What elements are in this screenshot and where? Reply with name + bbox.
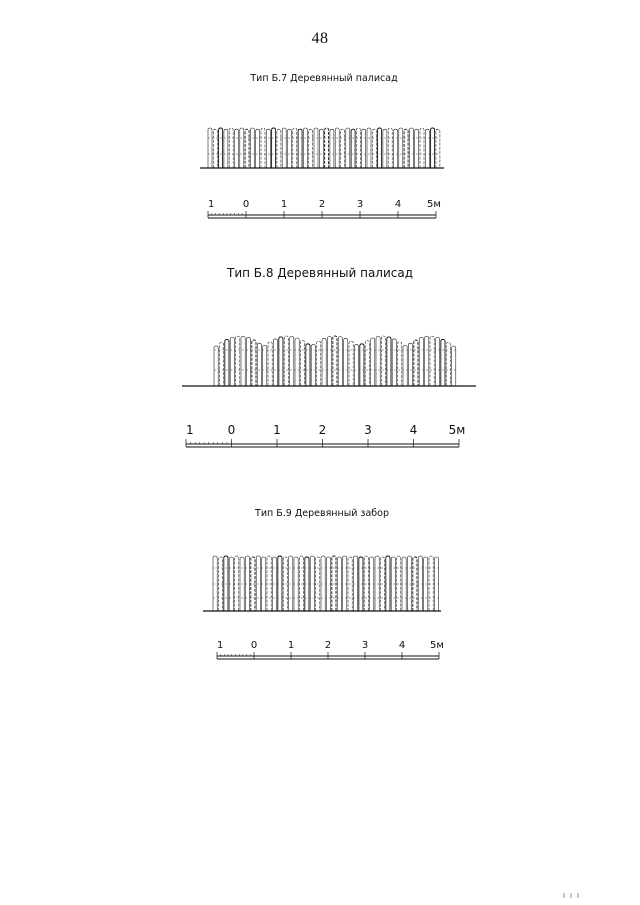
fence-b7-plank [293, 128, 297, 168]
fence-b8-plank [322, 338, 326, 386]
fence-b7-plank [235, 129, 239, 168]
fence-b7-plank [362, 129, 366, 168]
fence-b7-plank [341, 129, 345, 168]
fence-b9-plank [386, 556, 390, 611]
fence-b9-plank [310, 556, 314, 611]
fence-b8-plank [246, 338, 250, 386]
fence-b7-plank [219, 128, 223, 168]
fence-b8-plank [236, 336, 240, 386]
fence-b8-plank [354, 345, 358, 386]
scale-b9-label: 5м [430, 640, 444, 651]
fence-b9-plank [397, 556, 401, 611]
fence-b7-plank [404, 129, 408, 168]
fence-b8-plank [300, 341, 304, 386]
fence-b9-plank [213, 556, 217, 611]
scale-b7-label: 1 [280, 199, 288, 210]
fence-b8-plank [398, 342, 402, 386]
fence-b7-plank [224, 129, 228, 168]
scale-b9-label: 4 [398, 640, 406, 651]
fence-b8-plank [441, 339, 445, 386]
fence-b9-plank [353, 556, 357, 611]
fence-b8-plank [241, 336, 245, 386]
fence-b8-plank [317, 341, 321, 386]
fence-b7-plank [335, 128, 339, 168]
fence-b9-plank [375, 556, 379, 611]
scale-b9-label: 1 [217, 640, 224, 651]
scale-b9-label: 0 [250, 640, 258, 651]
fence-b8-plank [214, 346, 218, 386]
fence-b8-plank [387, 337, 391, 386]
fence-b8-plank [219, 343, 223, 386]
scale-bar-b8 [182, 420, 476, 456]
scale-b8-label: 2 [318, 423, 327, 437]
scale-b8-label: 3 [364, 423, 372, 437]
fence-b9-plank [278, 556, 282, 611]
fence-b8-plank [376, 336, 380, 386]
fence-b9-plank [418, 556, 422, 611]
fence-b7-plank [415, 129, 419, 168]
fence-b7-plank [303, 128, 307, 168]
scale-b7-label: 5м [427, 199, 441, 210]
fence-b7-plank [298, 129, 302, 168]
fence-b7-plank [388, 128, 392, 168]
fence-b7-plank [319, 129, 323, 168]
fence-b7-plank [351, 129, 355, 168]
fence-b7-plank [399, 128, 403, 168]
fence-b8-plank [273, 339, 277, 386]
fence-b7-plank [229, 128, 233, 168]
fence-b9-plank [245, 556, 249, 611]
fence-b9-plank [289, 556, 293, 611]
fence-b7-plank [409, 128, 413, 168]
fence-b7-plank [325, 128, 329, 168]
fence-b8-plank [446, 343, 450, 386]
fence-b7-plank [383, 129, 387, 168]
fence-b8-plank [381, 336, 385, 386]
fence-drawing-b9 [203, 550, 443, 614]
fence-b8-plank [268, 342, 272, 386]
fence-b7-plank [378, 128, 382, 168]
fence-b9-plank [267, 556, 271, 611]
scale-b7-label: 2 [318, 199, 326, 210]
fence-b9-plank [332, 556, 336, 611]
fence-b7-plank [245, 129, 249, 168]
fence-b7-plank [256, 129, 260, 168]
corner-marks [562, 892, 582, 900]
fence-b8-plank [452, 346, 456, 386]
scale-b7-label: 1 [208, 199, 215, 210]
fence-b8-plank [349, 341, 353, 386]
fence-b8-plank [403, 345, 407, 386]
fence-b8-plank [333, 336, 337, 386]
fence-b8-plank [230, 337, 234, 386]
fence-b8-plank [290, 336, 294, 386]
fence-b8-plank [414, 340, 418, 386]
fence-b9-plank [429, 556, 433, 611]
fence-b8-plank [430, 336, 434, 386]
fence-b7-plank [240, 128, 244, 168]
fence-b8-plank [408, 343, 412, 386]
caption-b8: Тип Б.8 Деревянный палисад [226, 266, 414, 280]
fence-b8-plank [371, 338, 375, 386]
fence-b7-plank [425, 129, 429, 168]
fence-b7-plank [208, 128, 212, 168]
fence-drawing-b7 [198, 120, 448, 176]
fence-b7-plank [330, 129, 334, 168]
scale-b7-label: 4 [394, 199, 402, 210]
fence-b8-plank [435, 337, 439, 386]
caption-b7: Тип Б.7 Деревянный палисад [250, 73, 398, 84]
fence-b7-plank [309, 129, 313, 168]
fence-b9-plank [299, 556, 303, 611]
fence-b8-plank [344, 338, 348, 386]
fence-b7-plank [436, 129, 440, 168]
fence-b7-plank [250, 128, 254, 168]
fence-b7-plank [420, 128, 424, 168]
scale-b8-label: 5м [448, 423, 466, 437]
fence-b7-plank [277, 129, 281, 168]
fence-b8-plank [225, 339, 229, 386]
scale-b8-label: 4 [409, 423, 418, 437]
page-number: 48 [311, 30, 329, 47]
fence-b9-plank [343, 556, 347, 611]
fence-b9-plank [321, 556, 325, 611]
fence-b7-plank [367, 128, 371, 168]
fence-b9-plank [235, 556, 239, 611]
fence-drawing-b8 [182, 328, 478, 390]
fence-b8-plank [425, 336, 429, 386]
scale-b9-label: 3 [361, 640, 369, 651]
fence-b8-plank [392, 339, 396, 386]
fence-b8-plank [257, 343, 261, 386]
scale-b8-label: 1 [186, 423, 194, 437]
fence-b8-plank [327, 337, 331, 386]
fence-b8-plank [338, 337, 342, 386]
fence-b8-plank [252, 340, 256, 386]
fence-b7-plank [372, 129, 376, 168]
fence-b8-plank [263, 345, 267, 386]
scale-b7-label: 0 [242, 199, 250, 210]
fence-b7-plank [314, 128, 318, 168]
fence-b8-plank [284, 336, 288, 386]
fence-b7-plank [261, 128, 265, 168]
fence-b8-plank [311, 345, 315, 386]
scale-bar-b9 [211, 637, 457, 665]
scale-b9-label: 1 [287, 640, 295, 651]
scale-b9-label: 2 [324, 640, 332, 651]
fence-b9-plank [364, 556, 368, 611]
scale-b8-label: 0 [227, 423, 236, 437]
scale-bar-b7 [200, 196, 452, 224]
fence-b7-plank [282, 128, 286, 168]
fence-b7-plank [213, 129, 217, 168]
fence-b7-plank [356, 128, 360, 168]
fence-b7-plank [394, 129, 398, 168]
fence-b8-plank [365, 341, 369, 386]
scale-b8-label: 1 [273, 423, 281, 437]
fence-b9-plank [224, 556, 228, 611]
fence-b8-plank [279, 337, 283, 386]
fence-b8-plank [419, 338, 423, 386]
fence-b9-plank [407, 556, 411, 611]
caption-b9: Тип Б.9 Деревянный забор [255, 508, 389, 519]
fence-b9-plank [256, 556, 260, 611]
fence-b7-plank [288, 129, 292, 168]
fence-b7-plank [272, 128, 276, 168]
fence-b8-plank [295, 338, 299, 386]
fence-b7-plank [266, 129, 270, 168]
fence-b7-plank [346, 128, 350, 168]
fence-b7-plank [431, 128, 435, 168]
scale-b7-label: 3 [356, 199, 364, 210]
